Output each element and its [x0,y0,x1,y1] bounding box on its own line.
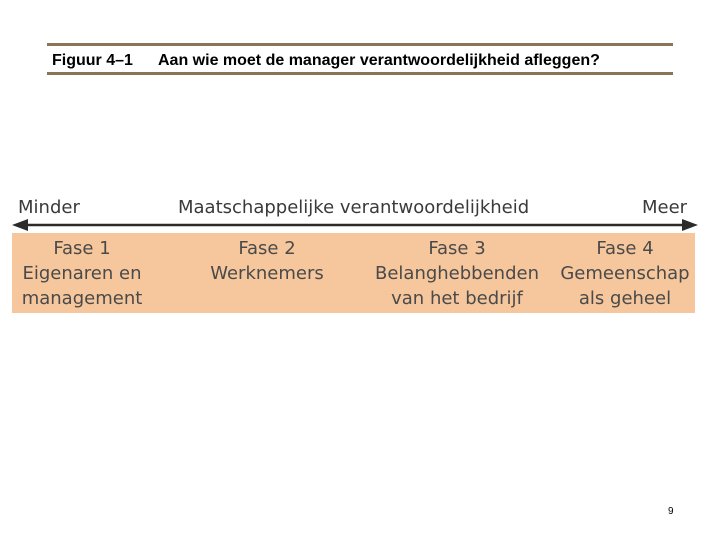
phase-1-name: Fase 1 [53,238,111,259]
phases-band [12,233,695,313]
phase-2-line-1: Werknemers [210,263,324,284]
phase-2 [202,236,332,286]
phase-4-line-1: Gemeenschap [560,263,690,284]
phase-3-line-1: Belanghebbenden [374,263,539,284]
scale-center-label: Maatschappelijke verantwoordelijkheid [178,197,530,218]
phase-2-name: Fase 2 [238,238,296,259]
phase-1-line-1: Eigenaren en [22,263,142,284]
phase-1 [12,236,152,311]
phase-3 [372,236,542,311]
scale-left-label: Minder [18,197,80,218]
phase-1-line-2: management [21,288,143,309]
scale-right-label: Meer [642,197,688,218]
phase-4-name: Fase 4 [596,238,654,259]
phase-3-line-2: van het bedrijf [391,288,523,309]
phase-4-line-2: als geheel [578,288,672,309]
phase-4 [560,236,690,311]
phase-3-name: Fase 3 [428,238,486,259]
figure-title: Aan wie moet de manager verantwoordelijkheid afleggen? [158,52,600,69]
page-number: 9 [668,506,674,517]
figure-label: Figuur 4–1 [52,52,133,69]
